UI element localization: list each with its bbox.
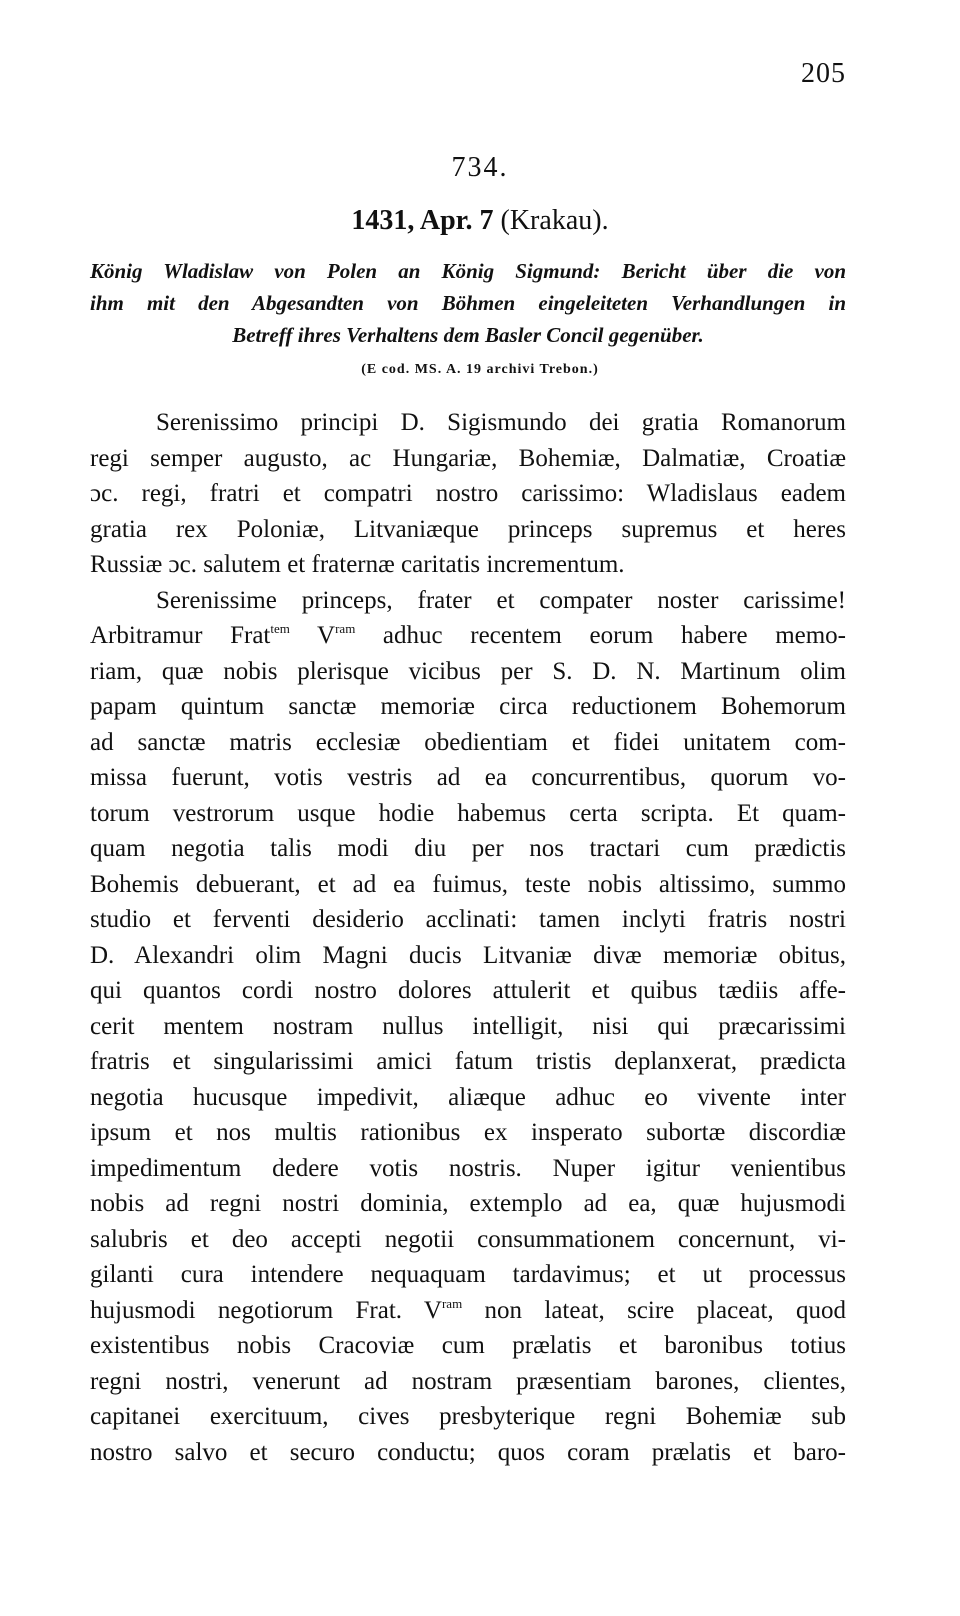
text-line: capitanei exercituum, cives presbyterique regni Bohemiæ sub [90, 1403, 846, 1430]
text-line: salubris et deo accepti negotii consummationem concernunt, vi- [90, 1225, 846, 1253]
document-place: (Krakau). [500, 205, 609, 236]
page-number: 205 [801, 58, 846, 89]
summary-line: König Wladislaw von Polen an König Sigmund: Bericht über die von [90, 259, 846, 283]
text-line: D. Alexandri olim Magni ducis Litvaniæ divæ memoriæ obitus, [90, 941, 846, 969]
text-line: ipsum et nos multis rationibus ex insperato subortæ discordiæ [90, 1119, 846, 1146]
text-line: Serenissimo principi D. Sigismundo dei gratia Romanorum [156, 409, 846, 436]
text-line: papam quintum sanctæ memoriæ circa reductionem Bohemorum [90, 693, 846, 720]
source-citation: (E cod. MS. A. 19 archivi Trebon.) [361, 362, 599, 377]
text-line: gratia rex Poloniæ, Litvaniæque princeps supremus et heres [90, 515, 846, 543]
text-line: existentibus nobis Cracoviæ cum prælatis et baronibus totius [90, 1332, 846, 1359]
text-line [90, 618, 846, 654]
text-line: Bohemis debuerant, et ad ea fuimus, teste nobis altissimo, summo [90, 870, 846, 898]
text-line: Serenissime princeps, frater et compater noster carissime! [156, 586, 846, 614]
text-line: cerit mentem nostram nullus intelligit, nisi qui præcarissimi [90, 1012, 846, 1040]
text-line: fratris et singularissimi amici fatum tristis deplanxerat, prædicta [90, 1048, 846, 1075]
text-line: regi semper augusto, ac Hungariæ, Bohemiæ, Dalmatiæ, Croatiæ [90, 444, 846, 472]
text-line: ɔc. regi, fratri et compatri nostro carissimo: Wladislaus eadem [90, 480, 846, 507]
text-segment: non lateat, scire placeat, quod [462, 1296, 846, 1324]
summary-line: ihm mit den Abgesandten von Böhmen eingeleiteten Verhandlungen in [90, 291, 846, 315]
text-line [90, 1293, 846, 1329]
text-line: nobis ad regni nostri dominia, extemplo ad ea, quæ hujusmodi [90, 1190, 846, 1217]
text-line: impedimentum dedere votis nostris. Nuper igitur venientibus [90, 1154, 846, 1182]
document-summary [90, 255, 846, 351]
text-line: gilanti cura intendere nequaquam tardavimus; et ut processus [90, 1261, 846, 1288]
text-line: studio et ferventi desiderio acclinati: tamen inclyti fratris nostri [90, 906, 846, 933]
text-line: torum vestrorum usque hodie habemus certa scripta. Et quam- [90, 799, 846, 827]
text-line: riam, quæ nobis plerisque vicibus per S. D. N. Martinum olim [90, 657, 846, 685]
summary-line: Betreff ihres Verhaltens dem Basler Concil gegenüber. [232, 323, 704, 347]
document-number: 734. [451, 152, 509, 183]
superscript: tem [270, 621, 290, 636]
superscript: ram [335, 621, 356, 636]
body-text [90, 405, 846, 1470]
text-line: nostro salvo et securo conductu; quos coram prælatis et baro- [90, 1438, 846, 1466]
date-line [0, 205, 960, 237]
text-line: regni nostri, venerunt ad nostram præsentiam barones, clientes, [90, 1367, 846, 1395]
text-segment: hujusmodi negotiorum Frat. V [90, 1296, 442, 1324]
text-segment: V [289, 622, 336, 649]
superscript: ram [441, 1295, 463, 1311]
text-line: negotia hucusque impedivit, aliæque adhuc eo vivente inter [90, 1083, 846, 1111]
text-segment: adhuc recentem eorum habere memo- [355, 622, 847, 649]
document-date: 1431, Apr. 7 [351, 205, 494, 236]
text-segment: Arbitramur Frat [90, 622, 271, 649]
text-line: missa fuerunt, votis vestris ad ea concurrentibus, quorum vo- [90, 764, 846, 791]
text-line: ad sanctæ matris ecclesiæ obedientiam et fidei unitatem com- [90, 728, 846, 756]
text-line: qui quantos cordi nostro dolores attulerit et quibus tædiis affe- [90, 977, 846, 1004]
text-line: Russiæ ɔc. salutem et fraternæ caritatis incrementum. [90, 551, 625, 578]
text-line: quam negotia talis modi diu per nos tractari cum prædictis [90, 835, 846, 862]
